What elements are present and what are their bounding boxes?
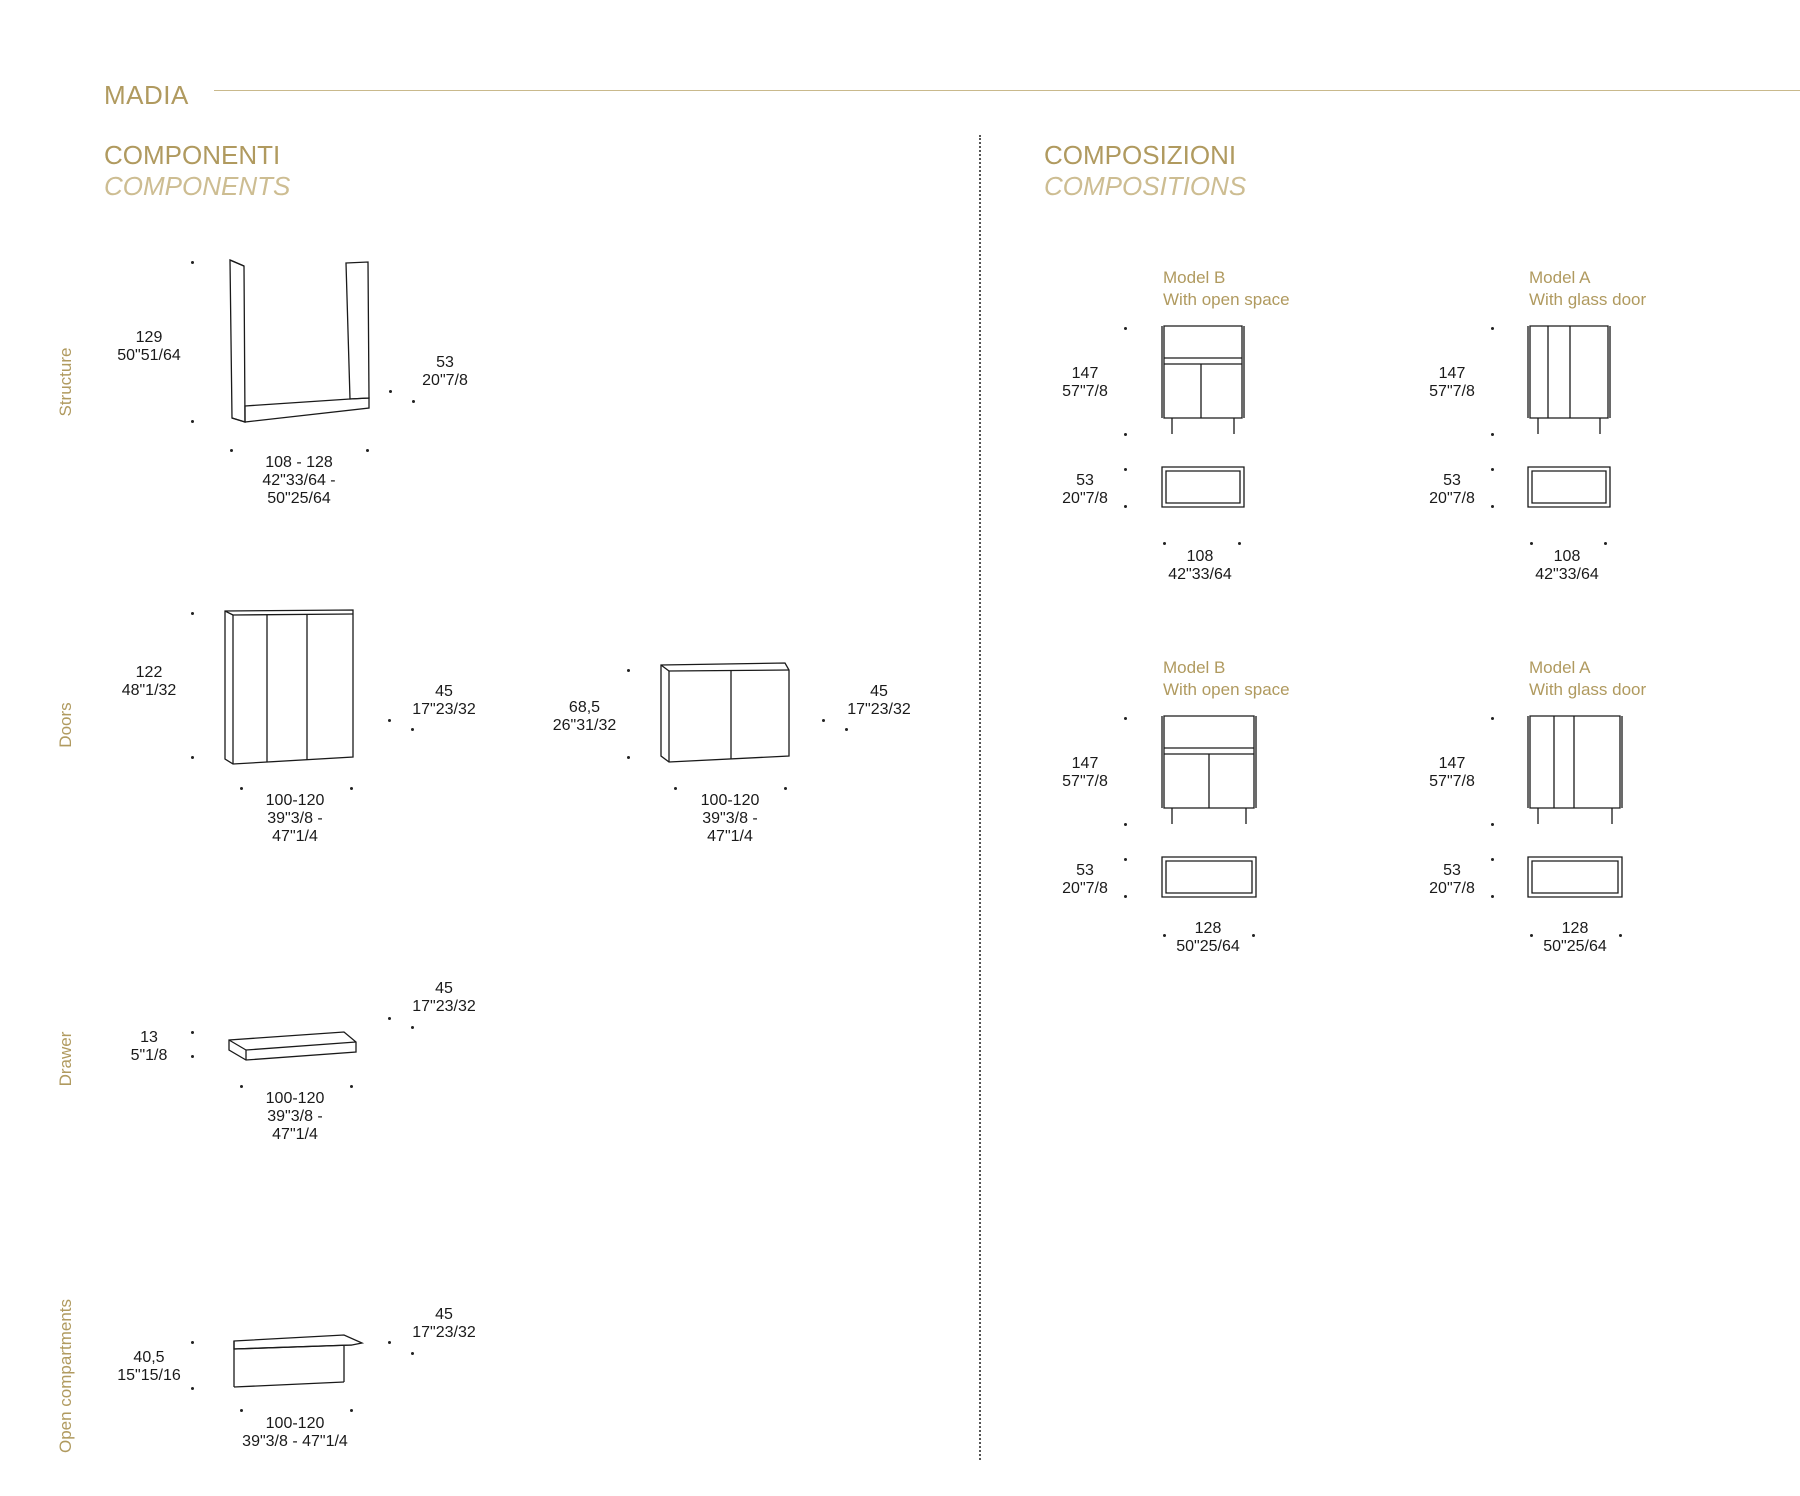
dim-in: 5"1/8: [130, 1047, 168, 1064]
dimension-marker-dot: [366, 449, 369, 452]
dim-cm: 100-120: [265, 792, 325, 809]
drawer-depth-dim: [399, 980, 489, 1016]
dim-in: 50"25/64: [1543, 938, 1607, 955]
dim-cm: 100-120: [265, 1415, 325, 1432]
composition-3-top: [1160, 855, 1258, 899]
dim-in-2: 47"1/4: [272, 1126, 318, 1143]
drawer-drawing: [226, 1030, 360, 1064]
components-heading: [104, 140, 290, 202]
dim-cm: 53: [1443, 862, 1461, 879]
dimension-marker-dot: [191, 1387, 194, 1390]
dim-cm: 53: [1443, 472, 1461, 489]
dim-cm: 45: [435, 683, 453, 700]
dim-cm: 108 - 128: [265, 454, 333, 471]
dim-in-2: 47"1/4: [272, 828, 318, 845]
composition-1-height-dim: [1045, 365, 1125, 401]
dimension-marker-dot: [1124, 717, 1127, 720]
composition-3-label: [1163, 657, 1290, 701]
composition-1-front: [1160, 324, 1246, 436]
dimension-marker-dot: [1124, 858, 1127, 861]
doors-tall-width-dim: [245, 792, 345, 846]
composition-3-height-dim: [1045, 755, 1125, 791]
structure-depth-dim: [405, 354, 485, 390]
doors-tall-drawing: [223, 609, 355, 766]
composition-2-width-dim: [1522, 548, 1612, 584]
dimension-marker-dot: [240, 1085, 243, 1088]
open-compartments-drawing: [232, 1333, 364, 1391]
composition-4-front: [1526, 714, 1624, 826]
dim-cm: 13: [140, 1029, 158, 1046]
dimension-marker-dot: [627, 669, 630, 672]
composition-3-width-dim: [1163, 920, 1253, 956]
dimension-marker-dot: [845, 728, 848, 731]
composition-2-height-dim: [1412, 365, 1492, 401]
dim-in: 17"23/32: [412, 701, 476, 718]
dimension-marker-dot: [240, 1409, 243, 1412]
dim-cm: 122: [135, 664, 163, 681]
dim-in: 20"7/8: [422, 372, 468, 389]
structure-height-dim: [109, 329, 189, 365]
model-name: Model A: [1529, 268, 1591, 287]
dim-in: 17"23/32: [847, 701, 911, 718]
dimension-marker-dot: [1491, 717, 1494, 720]
composition-4-height-dim: [1412, 755, 1492, 791]
drawer-width-dim: [245, 1090, 345, 1144]
dim-in: 42"33/64 -: [262, 472, 336, 489]
dim-in: 39"3/8 -: [702, 810, 758, 827]
dimension-marker-dot: [822, 719, 825, 722]
dim-in: 39"3/8 - 47"1/4: [242, 1433, 348, 1450]
dim-cm: 45: [435, 1306, 453, 1323]
dimension-marker-dot: [191, 261, 194, 264]
model-desc: With glass door: [1529, 290, 1647, 309]
dim-cm: 100-120: [265, 1090, 325, 1107]
dim-in: 39"3/8 -: [267, 810, 323, 827]
doors-tall-depth-dim: [399, 683, 489, 719]
row-label-drawer: Drawer: [56, 1031, 75, 1087]
dimension-marker-dot: [1491, 823, 1494, 826]
dim-cm: 108: [1186, 548, 1214, 565]
dim-in-2: 50"25/64: [267, 490, 331, 507]
model-desc: With open space: [1163, 680, 1290, 699]
dim-in: 50"51/64: [117, 347, 181, 364]
dimension-marker-dot: [1124, 327, 1127, 330]
dimension-marker-dot: [784, 787, 787, 790]
dim-cm: 129: [135, 329, 163, 346]
doors-low-depth-dim: [834, 683, 924, 719]
dimension-marker-dot: [1124, 433, 1127, 436]
dimension-marker-dot: [1530, 542, 1533, 545]
composition-2-depth-dim: [1412, 472, 1492, 508]
dim-in: 17"23/32: [412, 998, 476, 1015]
dim-cm: 147: [1438, 755, 1466, 772]
dim-cm: 45: [435, 980, 453, 997]
compositions-title: COMPOSIZIONI: [1044, 140, 1237, 170]
composition-1-depth-dim: [1045, 472, 1125, 508]
composition-2-label: [1529, 267, 1646, 311]
dim-cm: 108: [1553, 548, 1581, 565]
dim-in: 39"3/8 -: [267, 1108, 323, 1125]
dimension-marker-dot: [389, 390, 392, 393]
dim-in: 42"33/64: [1535, 566, 1599, 583]
composition-1-top: [1160, 465, 1246, 509]
dimension-marker-dot: [191, 1031, 194, 1034]
dim-in: 57"7/8: [1429, 383, 1475, 400]
dimension-marker-dot: [411, 1026, 414, 1029]
composition-1-width-dim: [1155, 548, 1245, 584]
dim-in: 17"23/32: [412, 1324, 476, 1341]
components-subtitle: COMPONENTS: [104, 171, 291, 201]
dimension-marker-dot: [1124, 823, 1127, 826]
dim-cm: 128: [1194, 920, 1222, 937]
drawer-height-dim: [109, 1029, 189, 1065]
dim-in: 20"7/8: [1062, 490, 1108, 507]
dim-in: 57"7/8: [1429, 773, 1475, 790]
header-rule: [214, 90, 1800, 91]
structure-width-dim: [249, 454, 349, 508]
dim-cm: 147: [1071, 365, 1099, 382]
doors-tall-height-dim: [109, 664, 189, 700]
composition-4-width-dim: [1530, 920, 1620, 956]
dimension-marker-dot: [1238, 542, 1241, 545]
dimension-marker-dot: [1491, 433, 1494, 436]
dim-cm: 53: [436, 354, 454, 371]
dim-cm: 53: [1076, 862, 1094, 879]
dim-cm: 68,5: [568, 699, 601, 716]
open-compartments-depth-dim: [399, 1306, 489, 1342]
compositions-heading: [1044, 140, 1246, 202]
dimension-marker-dot: [191, 612, 194, 615]
dim-in: 26"31/32: [552, 717, 617, 734]
dim-cm: 45: [870, 683, 888, 700]
model-desc: With glass door: [1529, 680, 1647, 699]
dimension-marker-dot: [191, 756, 194, 759]
dim-in: 50"25/64: [1176, 938, 1240, 955]
dimension-marker-dot: [191, 1341, 194, 1344]
dimension-marker-dot: [230, 449, 233, 452]
dimension-marker-dot: [388, 1341, 391, 1344]
section-divider: [979, 135, 981, 1460]
dim-in: 20"7/8: [1429, 880, 1475, 897]
dimension-marker-dot: [1491, 327, 1494, 330]
composition-3-front: [1160, 714, 1258, 826]
dimension-marker-dot: [350, 1409, 353, 1412]
dimension-marker-dot: [674, 787, 677, 790]
open-compartments-width-dim: [220, 1415, 370, 1451]
dim-in: 20"7/8: [1062, 880, 1108, 897]
components-title: COMPONENTI: [104, 140, 281, 170]
dim-in: 15"15/16: [117, 1367, 181, 1384]
open-compartments-height-dim: [104, 1349, 194, 1385]
dimension-marker-dot: [1491, 858, 1494, 861]
row-label-open-compartments: Open compartments: [56, 1299, 75, 1454]
dim-cm: 40,5: [133, 1349, 165, 1366]
dim-in: 57"7/8: [1062, 383, 1108, 400]
dim-cm: 147: [1438, 365, 1466, 382]
dimension-marker-dot: [388, 719, 391, 722]
dim-cm: 128: [1561, 920, 1589, 937]
model-name: Model B: [1163, 658, 1226, 677]
dim-cm: 100-120: [700, 792, 760, 809]
row-label-structure: Structure: [56, 347, 75, 417]
brand-title: MADIA: [104, 80, 189, 110]
row-label-doors: Doors: [56, 702, 75, 748]
doors-low-drawing: [659, 662, 791, 764]
dimension-marker-dot: [627, 756, 630, 759]
dim-cm: 53: [1076, 472, 1094, 489]
dim-in: 48"1/32: [121, 682, 177, 699]
doors-low-height-dim: [542, 699, 627, 735]
dim-in: 20"7/8: [1429, 490, 1475, 507]
composition-2-front: [1526, 324, 1612, 436]
model-desc: With open space: [1163, 290, 1290, 309]
dimension-marker-dot: [350, 1085, 353, 1088]
dimension-marker-dot: [1491, 468, 1494, 471]
composition-4-top: [1526, 855, 1624, 899]
composition-1-label: [1163, 267, 1290, 311]
dim-in-2: 47"1/4: [707, 828, 753, 845]
composition-3-depth-dim: [1045, 862, 1125, 898]
composition-4-depth-dim: [1412, 862, 1492, 898]
dimension-marker-dot: [1604, 542, 1607, 545]
dimension-marker-dot: [191, 1055, 194, 1058]
dimension-marker-dot: [388, 1017, 391, 1020]
doors-low-width-dim: [680, 792, 780, 846]
dim-in: 42"33/64: [1168, 566, 1232, 583]
structure-drawing: [225, 258, 375, 428]
compositions-subtitle: COMPOSITIONS: [1044, 171, 1247, 201]
dimension-marker-dot: [350, 787, 353, 790]
dimension-marker-dot: [411, 728, 414, 731]
dimension-marker-dot: [191, 420, 194, 423]
dim-in: 57"7/8: [1062, 773, 1108, 790]
model-name: Model A: [1529, 658, 1591, 677]
dimension-marker-dot: [412, 400, 415, 403]
dimension-marker-dot: [240, 787, 243, 790]
dimension-marker-dot: [1163, 542, 1166, 545]
model-name: Model B: [1163, 268, 1226, 287]
dimension-marker-dot: [1124, 468, 1127, 471]
composition-2-top: [1526, 465, 1612, 509]
dim-cm: 147: [1071, 755, 1099, 772]
composition-4-label: [1529, 657, 1646, 701]
dimension-marker-dot: [411, 1352, 414, 1355]
